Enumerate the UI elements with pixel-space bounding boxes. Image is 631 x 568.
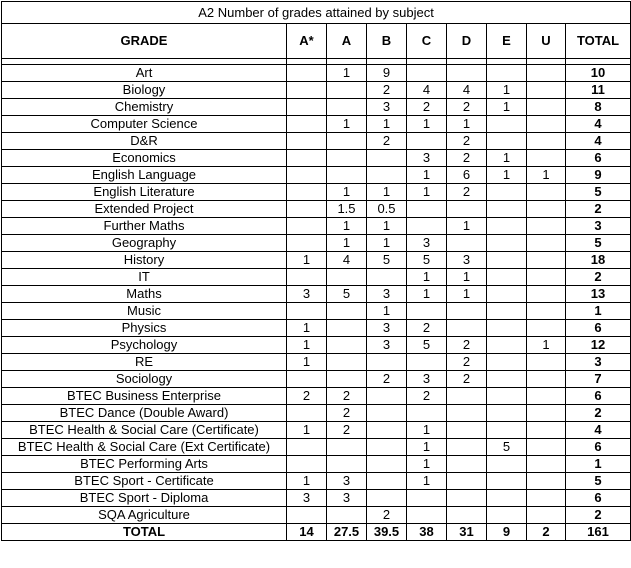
subject-cell: Chemistry — [2, 99, 287, 116]
grade-count-cell — [487, 371, 527, 388]
grade-count-cell — [287, 167, 327, 184]
grade-count-cell — [487, 65, 527, 82]
grade-count-cell: 2 — [287, 388, 327, 405]
table-row — [2, 405, 631, 422]
grade-count-cell — [447, 456, 487, 473]
grade-count-cell — [487, 456, 527, 473]
subject-cell: Physics — [2, 320, 287, 337]
table-row — [2, 150, 631, 167]
grade-count-cell — [367, 388, 407, 405]
grade-count-cell — [487, 337, 527, 354]
grade-count-cell — [527, 439, 566, 456]
row-total-cell: 6 — [566, 439, 631, 456]
grade-count-cell: 6 — [447, 167, 487, 184]
table-row — [2, 439, 631, 456]
grade-count-cell — [367, 150, 407, 167]
header-a: A — [327, 24, 367, 59]
grade-count-cell: 2 — [367, 371, 407, 388]
grade-count-cell: 3 — [407, 235, 447, 252]
grade-count-cell: 3 — [367, 286, 407, 303]
grade-count-cell — [287, 439, 327, 456]
grade-count-cell — [447, 507, 487, 524]
row-total-cell: 3 — [566, 218, 631, 235]
grade-count-cell — [447, 303, 487, 320]
grade-count-cell: 3 — [327, 473, 367, 490]
grade-count-cell: 3 — [407, 371, 447, 388]
subject-cell: English Literature — [2, 184, 287, 201]
grade-count-cell — [327, 507, 367, 524]
grade-count-cell: 1 — [527, 167, 566, 184]
grade-count-cell: 1 — [367, 184, 407, 201]
row-total-cell: 5 — [566, 235, 631, 252]
subject-cell: Psychology — [2, 337, 287, 354]
table-row — [2, 167, 631, 184]
grade-count-cell — [487, 405, 527, 422]
grade-count-cell: 2 — [447, 99, 487, 116]
grade-count-cell: 5 — [487, 439, 527, 456]
grade-count-cell — [447, 490, 487, 507]
column-total-cell: 31 — [447, 524, 487, 541]
subject-cell: RE — [2, 354, 287, 371]
grade-count-cell — [487, 235, 527, 252]
grade-count-cell — [287, 99, 327, 116]
grade-count-cell — [527, 201, 566, 218]
table-row — [2, 82, 631, 99]
row-total-cell: 4 — [566, 133, 631, 150]
grade-count-cell — [407, 507, 447, 524]
subject-cell: IT — [2, 269, 287, 286]
grade-count-cell — [487, 490, 527, 507]
grade-count-cell — [287, 184, 327, 201]
grade-count-cell: 1 — [327, 235, 367, 252]
grade-count-cell: 2 — [407, 320, 447, 337]
grade-count-cell: 1 — [407, 422, 447, 439]
header-e: E — [487, 24, 527, 59]
table-row — [2, 269, 631, 286]
grade-count-cell: 2 — [367, 133, 407, 150]
grade-count-cell — [447, 388, 487, 405]
grade-count-cell: 1 — [327, 218, 367, 235]
grade-count-cell — [527, 235, 566, 252]
row-total-cell: 6 — [566, 150, 631, 167]
row-total-cell: 5 — [566, 473, 631, 490]
grade-count-cell: 4 — [447, 82, 487, 99]
grade-count-cell — [327, 133, 367, 150]
row-total-cell: 1 — [566, 303, 631, 320]
grade-count-cell — [487, 320, 527, 337]
header-total: TOTAL — [566, 24, 631, 59]
grade-count-cell: 1 — [447, 218, 487, 235]
header-c: C — [407, 24, 447, 59]
grade-count-cell — [447, 201, 487, 218]
grade-count-cell — [287, 218, 327, 235]
table-title: A2 Number of grades attained by subject — [2, 2, 631, 24]
grade-count-cell: 2 — [407, 99, 447, 116]
grade-count-cell: 4 — [327, 252, 367, 269]
row-total-cell: 6 — [566, 320, 631, 337]
grade-count-cell — [327, 82, 367, 99]
grade-count-cell — [447, 320, 487, 337]
column-total-cell: 2 — [527, 524, 566, 541]
grade-count-cell — [287, 201, 327, 218]
grade-count-cell — [407, 218, 447, 235]
grade-count-cell — [287, 456, 327, 473]
grade-count-cell — [327, 371, 367, 388]
subject-cell: Extended Project — [2, 201, 287, 218]
table-row — [2, 303, 631, 320]
grade-count-cell — [367, 405, 407, 422]
subject-cell: Sociology — [2, 371, 287, 388]
table-row — [2, 252, 631, 269]
grades-table — [1, 1, 631, 541]
subject-cell: D&R — [2, 133, 287, 150]
header-d: D — [447, 24, 487, 59]
header-row — [2, 24, 631, 59]
grade-count-cell: 3 — [407, 150, 447, 167]
grade-count-cell: 2 — [327, 405, 367, 422]
grade-count-cell: 3 — [367, 320, 407, 337]
grade-count-cell: 2 — [367, 82, 407, 99]
grade-count-cell: 1 — [367, 218, 407, 235]
grade-count-cell — [447, 473, 487, 490]
grade-count-cell — [487, 388, 527, 405]
grade-count-cell — [527, 405, 566, 422]
grade-count-cell: 1 — [407, 456, 447, 473]
grade-count-cell: 2 — [327, 422, 367, 439]
grade-count-cell: 1 — [367, 303, 407, 320]
grade-count-cell: 1 — [327, 116, 367, 133]
grade-count-cell: 1 — [527, 337, 566, 354]
grade-count-cell — [487, 286, 527, 303]
column-total-cell: 9 — [487, 524, 527, 541]
title-row — [2, 2, 631, 24]
table-row — [2, 99, 631, 116]
grade-count-cell — [487, 133, 527, 150]
grade-count-cell — [407, 201, 447, 218]
grade-count-cell — [407, 405, 447, 422]
grade-count-cell — [367, 473, 407, 490]
row-total-cell: 7 — [566, 371, 631, 388]
grade-count-cell: 1 — [287, 422, 327, 439]
grade-count-cell: 3 — [447, 252, 487, 269]
grade-count-cell — [527, 320, 566, 337]
grade-count-cell — [327, 320, 367, 337]
row-total-cell: 6 — [566, 490, 631, 507]
grade-count-cell: 5 — [367, 252, 407, 269]
grade-count-cell — [367, 422, 407, 439]
subject-cell: BTEC Health & Social Care (Ext Certificate) — [2, 439, 287, 456]
grade-count-cell — [527, 456, 566, 473]
table-row — [2, 218, 631, 235]
subject-cell: BTEC Sport - Certificate — [2, 473, 287, 490]
table-row — [2, 286, 631, 303]
grade-count-cell — [527, 150, 566, 167]
header-grade: GRADE — [2, 24, 287, 59]
grade-count-cell — [327, 354, 367, 371]
table-row — [2, 490, 631, 507]
grade-count-cell — [367, 354, 407, 371]
table-row — [2, 456, 631, 473]
grade-count-cell — [287, 150, 327, 167]
grade-count-cell — [527, 184, 566, 201]
grade-count-cell — [527, 473, 566, 490]
column-total-cell: 14 — [287, 524, 327, 541]
subject-cell: Geography — [2, 235, 287, 252]
subject-cell: BTEC Performing Arts — [2, 456, 287, 473]
grade-count-cell — [287, 116, 327, 133]
subject-cell: History — [2, 252, 287, 269]
grade-count-cell: 1 — [287, 252, 327, 269]
table-row — [2, 388, 631, 405]
grade-count-cell — [527, 269, 566, 286]
grade-count-cell: 1 — [407, 184, 447, 201]
row-total-cell: 4 — [566, 422, 631, 439]
grade-count-cell: 3 — [327, 490, 367, 507]
header-a-star: A* — [287, 24, 327, 59]
grade-count-cell — [447, 65, 487, 82]
row-total-cell: 2 — [566, 201, 631, 218]
grade-count-cell: 2 — [447, 371, 487, 388]
grade-count-cell — [487, 218, 527, 235]
table-row — [2, 507, 631, 524]
row-total-cell: 6 — [566, 388, 631, 405]
table-row — [2, 184, 631, 201]
grade-count-cell — [287, 235, 327, 252]
subject-cell: Computer Science — [2, 116, 287, 133]
grade-count-cell: 1 — [407, 286, 447, 303]
grade-count-cell — [527, 133, 566, 150]
grade-count-cell — [327, 439, 367, 456]
grade-count-cell — [287, 82, 327, 99]
row-total-cell: 4 — [566, 116, 631, 133]
header-u: U — [527, 24, 566, 59]
grade-count-cell: 1 — [407, 116, 447, 133]
grade-count-cell — [327, 303, 367, 320]
row-total-cell: 2 — [566, 405, 631, 422]
column-total-cell: 27.5 — [327, 524, 367, 541]
grade-count-cell — [407, 303, 447, 320]
grade-count-cell: 1 — [287, 473, 327, 490]
grade-count-cell: 5 — [327, 286, 367, 303]
grade-count-cell: 1 — [327, 184, 367, 201]
table-row — [2, 201, 631, 218]
grade-count-cell: 2 — [447, 150, 487, 167]
grade-count-cell — [527, 490, 566, 507]
grade-count-cell: 2 — [327, 388, 367, 405]
subject-cell: BTEC Business Enterprise — [2, 388, 287, 405]
grade-count-cell — [287, 303, 327, 320]
grade-count-cell: 1.5 — [327, 201, 367, 218]
subject-cell: Art — [2, 65, 287, 82]
subject-cell: Music — [2, 303, 287, 320]
grade-count-cell: 1 — [287, 337, 327, 354]
grade-count-cell — [487, 303, 527, 320]
grade-count-cell: 1 — [447, 286, 487, 303]
grade-count-cell — [407, 133, 447, 150]
grade-count-cell — [327, 99, 367, 116]
grade-count-cell: 1 — [487, 82, 527, 99]
grade-count-cell: 2 — [367, 507, 407, 524]
column-total-cell: 161 — [566, 524, 631, 541]
row-total-cell: 5 — [566, 184, 631, 201]
grade-count-cell — [287, 65, 327, 82]
table-row — [2, 65, 631, 82]
grade-count-cell: 1 — [287, 354, 327, 371]
grade-count-cell — [487, 269, 527, 286]
row-total-cell: 2 — [566, 269, 631, 286]
grade-count-cell: 1 — [367, 116, 407, 133]
grade-count-cell: 2 — [407, 388, 447, 405]
grade-count-cell: 1 — [407, 439, 447, 456]
grade-count-cell: 1 — [487, 99, 527, 116]
grade-count-cell — [527, 286, 566, 303]
grade-count-cell: 5 — [407, 337, 447, 354]
grade-count-cell — [407, 354, 447, 371]
grade-count-cell — [487, 184, 527, 201]
grade-count-cell — [527, 388, 566, 405]
table-row — [2, 337, 631, 354]
row-total-cell: 13 — [566, 286, 631, 303]
subject-cell: BTEC Health & Social Care (Certificate) — [2, 422, 287, 439]
grade-count-cell — [527, 82, 566, 99]
grade-count-cell — [407, 65, 447, 82]
subject-cell: Economics — [2, 150, 287, 167]
grade-count-cell — [527, 99, 566, 116]
grade-count-cell — [287, 371, 327, 388]
grade-count-cell — [327, 456, 367, 473]
grade-count-cell — [447, 235, 487, 252]
subject-cell: SQA Agriculture — [2, 507, 287, 524]
table-row — [2, 235, 631, 252]
grade-count-cell: 1 — [367, 235, 407, 252]
grade-count-cell — [527, 252, 566, 269]
grade-count-cell: 1 — [407, 269, 447, 286]
row-total-cell: 8 — [566, 99, 631, 116]
table-row — [2, 371, 631, 388]
grade-count-cell — [327, 337, 367, 354]
grade-count-cell — [367, 439, 407, 456]
column-total-cell: 38 — [407, 524, 447, 541]
grade-count-cell: 0.5 — [367, 201, 407, 218]
grade-count-cell — [327, 150, 367, 167]
table-row — [2, 320, 631, 337]
grade-count-cell: 1 — [447, 269, 487, 286]
grade-count-cell — [367, 167, 407, 184]
subject-cell: BTEC Sport - Diploma — [2, 490, 287, 507]
table-row — [2, 116, 631, 133]
grade-count-cell — [487, 507, 527, 524]
grade-count-cell: 1 — [287, 320, 327, 337]
grade-count-cell — [527, 354, 566, 371]
row-total-cell: 1 — [566, 456, 631, 473]
header-b: B — [367, 24, 407, 59]
grade-count-cell — [287, 133, 327, 150]
grade-count-cell: 9 — [367, 65, 407, 82]
grade-count-cell — [367, 456, 407, 473]
grade-count-cell — [527, 303, 566, 320]
grade-count-cell — [287, 405, 327, 422]
grade-count-cell: 2 — [447, 133, 487, 150]
row-total-cell: 18 — [566, 252, 631, 269]
grade-count-cell: 2 — [447, 184, 487, 201]
subject-cell: BTEC Dance (Double Award) — [2, 405, 287, 422]
grade-count-cell: 3 — [287, 490, 327, 507]
grade-count-cell: 2 — [447, 354, 487, 371]
grade-count-cell — [447, 422, 487, 439]
grade-count-cell — [287, 507, 327, 524]
column-total-cell: 39.5 — [367, 524, 407, 541]
grade-count-cell — [527, 371, 566, 388]
totals-label: TOTAL — [2, 524, 287, 541]
grade-count-cell: 3 — [367, 337, 407, 354]
table-row — [2, 133, 631, 150]
grade-count-cell: 1 — [407, 473, 447, 490]
subject-cell: Biology — [2, 82, 287, 99]
grade-count-cell: 1 — [327, 65, 367, 82]
grade-count-cell — [487, 354, 527, 371]
grade-count-cell — [527, 65, 566, 82]
subject-cell: Maths — [2, 286, 287, 303]
grade-count-cell — [487, 473, 527, 490]
grade-count-cell: 1 — [487, 150, 527, 167]
grade-count-cell — [487, 252, 527, 269]
table-row — [2, 422, 631, 439]
row-total-cell: 3 — [566, 354, 631, 371]
row-total-cell: 9 — [566, 167, 631, 184]
grade-count-cell — [487, 116, 527, 133]
grade-count-cell — [447, 405, 487, 422]
grade-count-cell: 3 — [287, 286, 327, 303]
totals-row — [2, 524, 631, 541]
grade-count-cell — [527, 116, 566, 133]
grade-count-cell — [367, 490, 407, 507]
subject-cell: English Language — [2, 167, 287, 184]
table-row — [2, 473, 631, 490]
grade-count-cell — [447, 439, 487, 456]
grade-count-cell: 1 — [407, 167, 447, 184]
grade-count-cell — [407, 490, 447, 507]
grade-count-cell — [327, 167, 367, 184]
grade-count-cell: 1 — [487, 167, 527, 184]
grade-count-cell — [287, 269, 327, 286]
row-total-cell: 11 — [566, 82, 631, 99]
row-total-cell: 10 — [566, 65, 631, 82]
grade-count-cell: 3 — [367, 99, 407, 116]
grade-count-cell — [527, 218, 566, 235]
grade-count-cell — [487, 201, 527, 218]
grade-count-cell: 2 — [447, 337, 487, 354]
grade-count-cell: 5 — [407, 252, 447, 269]
grade-count-cell — [527, 422, 566, 439]
grade-count-cell: 4 — [407, 82, 447, 99]
grade-count-cell: 1 — [447, 116, 487, 133]
table-row — [2, 354, 631, 371]
grade-count-cell — [367, 269, 407, 286]
subject-cell: Further Maths — [2, 218, 287, 235]
grade-count-cell — [527, 507, 566, 524]
grade-count-cell — [327, 269, 367, 286]
grade-count-cell — [487, 422, 527, 439]
row-total-cell: 12 — [566, 337, 631, 354]
row-total-cell: 2 — [566, 507, 631, 524]
